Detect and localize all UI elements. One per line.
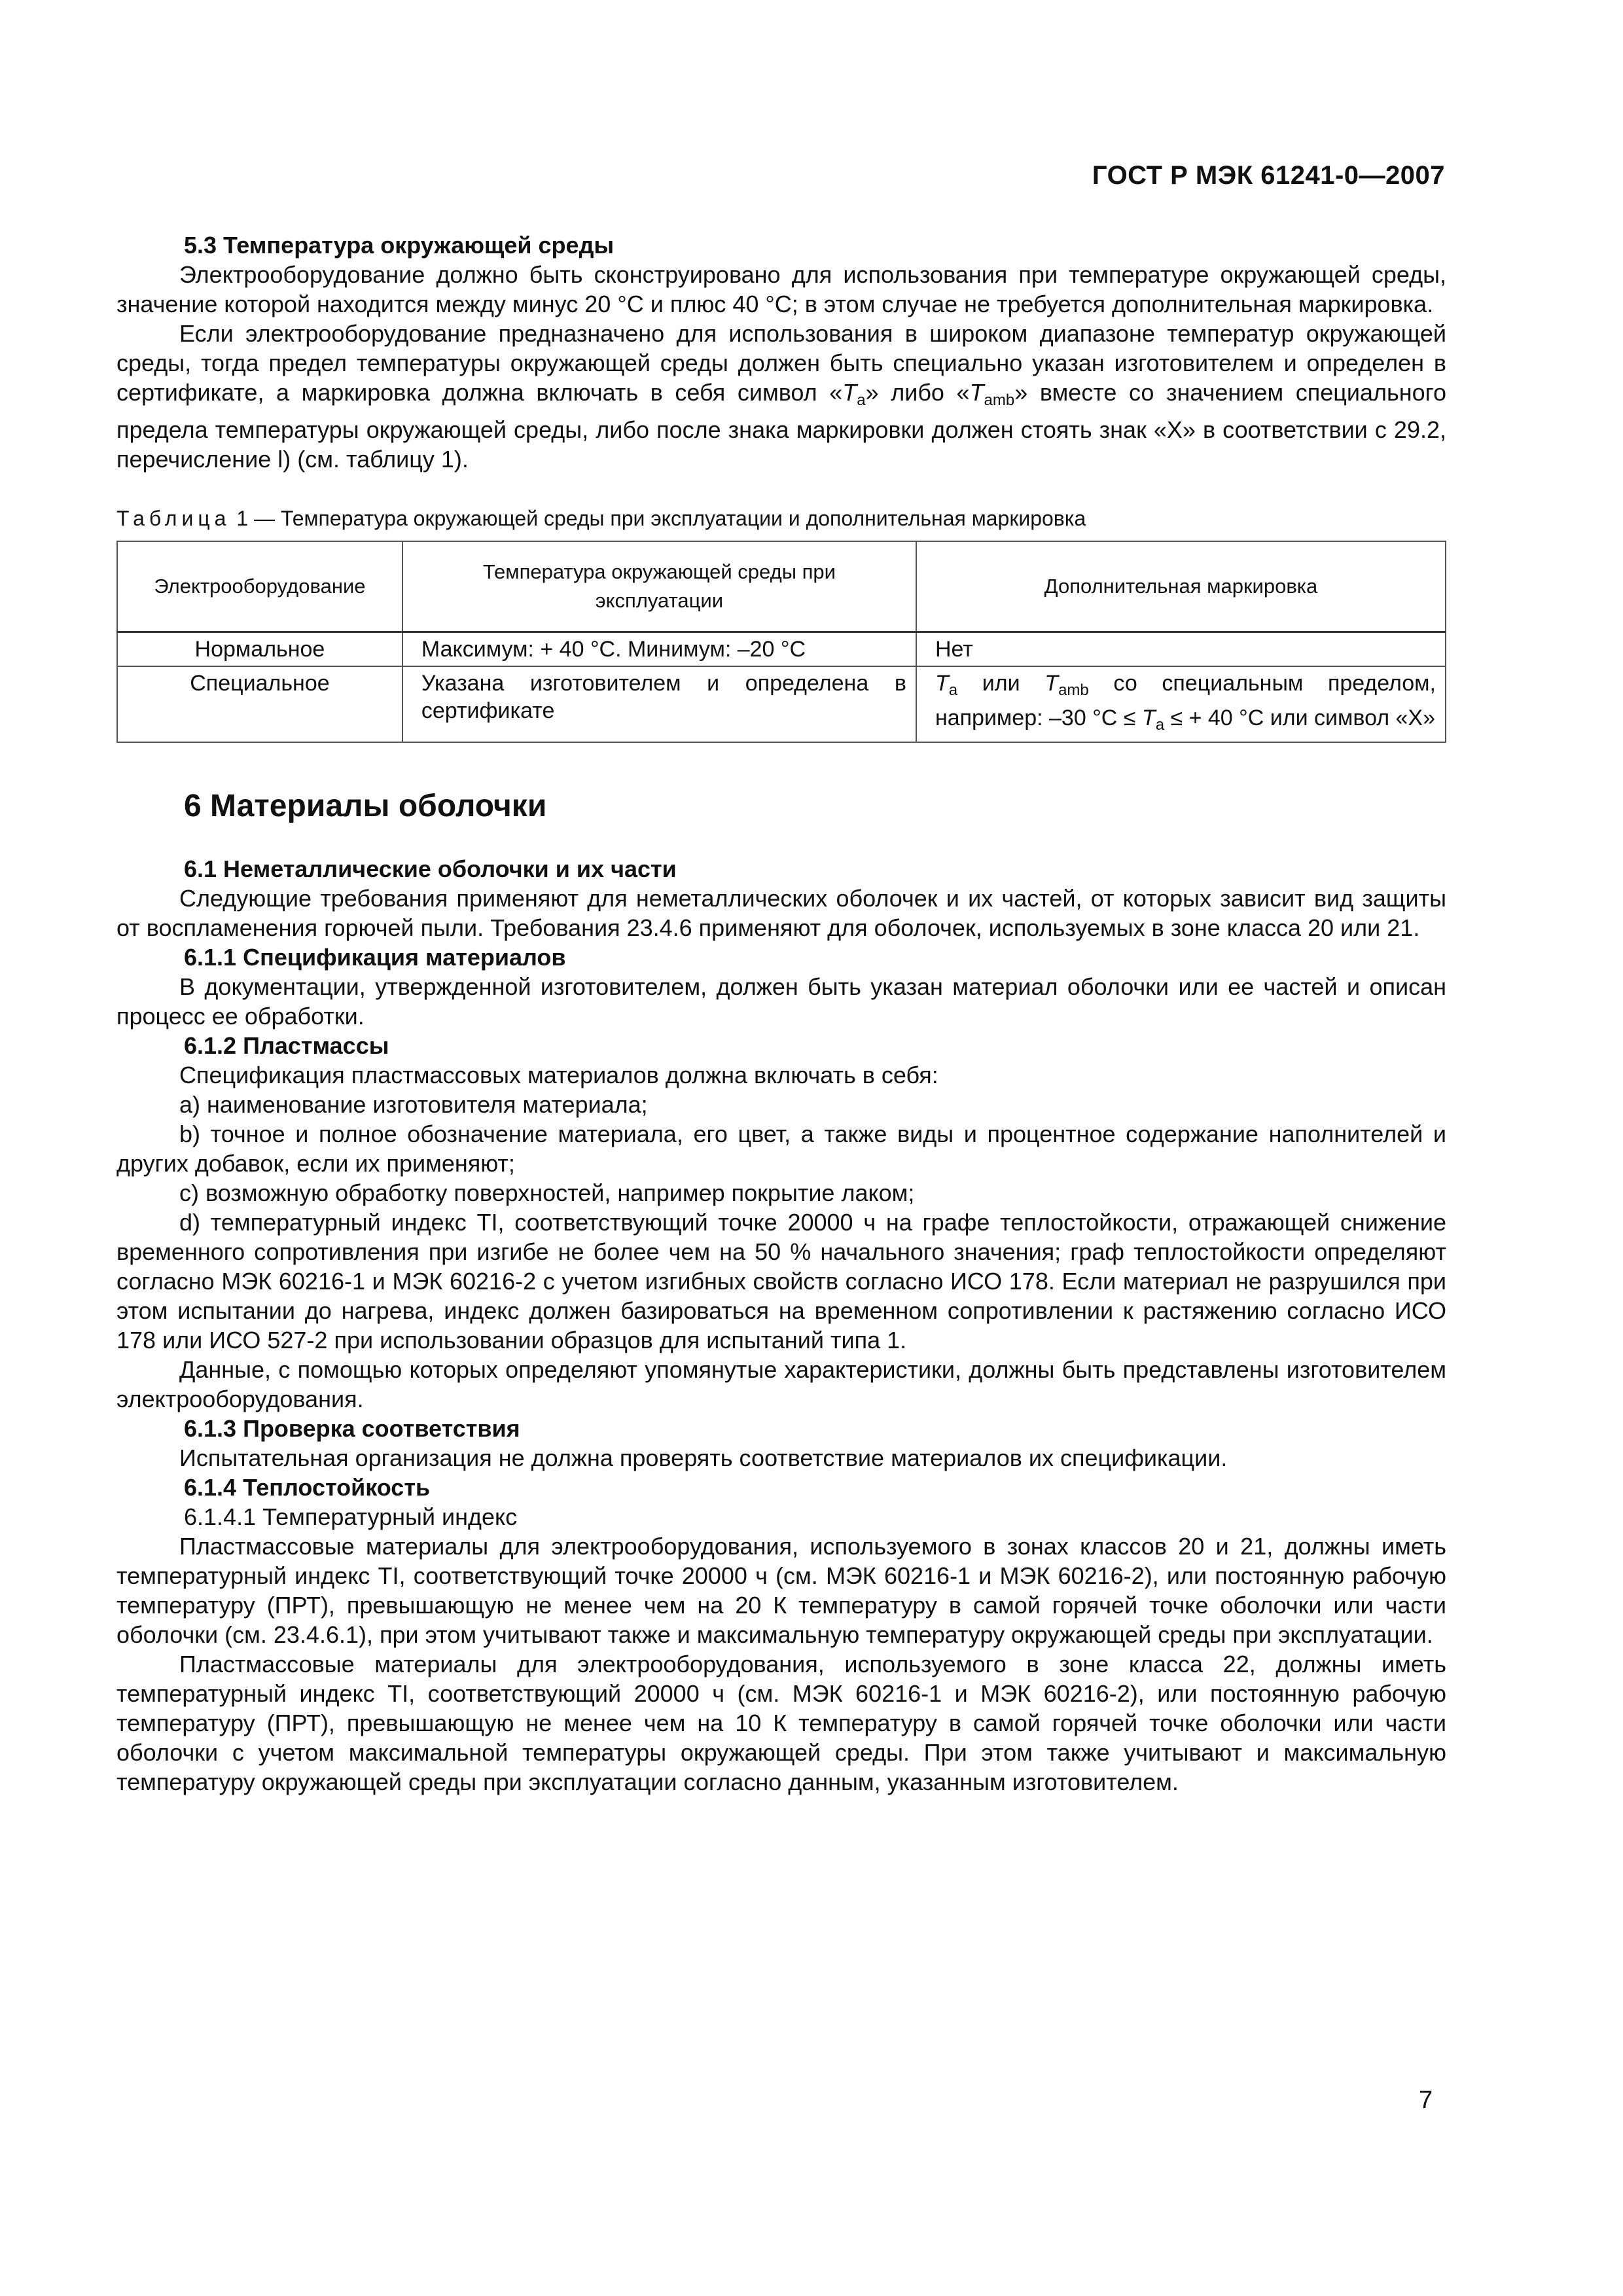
section-5-3-heading: 5.3 Температура окружающей среды [184,232,615,259]
section-6-1-4-1-heading: 6.1.4.1 Температурный индекс [184,1503,518,1530]
page-number: 7 [1419,2087,1433,2114]
table-row [117,632,1446,667]
table-cell: $T_a$ или $T_{amb}$ со специальным пределом, например: –30 $^\circ С \le T_a$ ≤ + 40 °С или символ «X» [916,666,1446,742]
table-header-row [117,541,1446,632]
paragraph: Испытательная организация не должна проверять соответствие материалов их спецификации. [179,1444,1228,1471]
paragraph: Спецификация пластмассовых материалов должна включать в себя: [179,1062,938,1088]
document-code: ГОСТ Р МЭК 61241-0—2007 [1092,161,1445,190]
table-cell: Специальное [117,666,402,742]
table-caption: Таблица 1 — Температура окружающей среды при эксплуатации и дополнительная маркировка [116,507,1086,530]
section-6-1-heading: 6.1 Неметаллические оболочки и их части [184,855,677,882]
table-cell: Нормальное [117,632,402,667]
paragraph: Пластмассовые материалы для электрооборудования, используемого в зонах классов 20 и 21, должны иметь температурный индекс TI, соответствующий точке 20000 ч (см. МЭК 60216-1 и МЭК 60216-2), или постоянную рабочую температуру (ПРТ), превышающую не менее чем на 20 К температуру в самой горячей точке оболочки или части оболочки (см. 23.4.6.1), при этом учитывают также и максимальную температуру окружающей среды при эксплуатации. [116,1533,1446,1648]
paragraph: Данные, с помощью которых определяют упомянутые характеристики, должны быть представлены изготовителем электрооборудования. [116,1356,1446,1412]
column-header: Электрооборудование [117,541,402,632]
section-6-1-4-heading: 6.1.4 Теплостойкость [184,1474,431,1501]
list-item: b) точное и полное обозначение материала, его цвет, а также виды и процентное содержание наполнителей и других добавок, если их применяют; [116,1121,1446,1177]
paragraph: В документации, утвержденной изготовителем, должен быть указан материал оболочки или ее частей и описан процесс ее обработки. [116,973,1446,1030]
section-6-1-3-heading: 6.1.3 Проверка соответствия [184,1415,520,1442]
paragraph: Электрооборудование должно быть сконструировано для использования при температуре окружающей среды, значение которой находится между минус 20 °С и плюс 40 °С; в этом случае не требуется дополнительная маркировка. [116,261,1446,317]
column-header: Дополнительная маркировка [916,541,1446,632]
paragraph: Следующие требования применяют для неметаллических оболочек и их частей, от которых зависит вид защиты от воспламенения горючей пыли. Требования 23.4.6 применяют для оболочек, используемых в зоне класса 20 или 21. [116,885,1446,941]
list-item: с) возможную обработку поверхностей, например покрытие лаком; [179,1179,915,1206]
section-6-heading: 6 Материалы оболочки [184,789,547,823]
column-header: Температура окружающей среды при эксплуатации [402,541,916,632]
section-6-1-1-heading: 6.1.1 Спецификация материалов [184,944,566,971]
table-cell: Максимум: + 40 °С. Минимум: –20 °С [402,632,916,667]
table-cell: Нет [916,632,1446,667]
paragraph: Пластмассовые материалы для электрооборудования, используемого в зоне класса 22, должны иметь температурный индекс TI, соответствующий 20000 ч (см. МЭК 60216-1 и МЭК 60216-2), или постоянную рабочую температуру (ПРТ), превышающую не менее чем на 10 К температуру в самой горячей точке оболочки или части оболочки с учетом максимальной температуры окружающей среды. При этом также учитывают и максимальную температуру окружающей среды при эксплуатации согласно данным, указанным изготовителем. [116,1651,1446,1795]
page-content [116,230,1446,1797]
table-cell: Указана изготовителем и определена в сертификате [402,666,916,742]
table-row [117,666,1446,742]
paragraph: Если электрооборудование предназначено для использования в широком диапазоне температур окружающей среды, тогда предел температуры окружающей среды должен быть специально указан изготовителем и определен в сертификате, а маркировка должна включать в себя символ «$T_a$» либо «$T_{amb}$» вместе со значением специального предела температуры окружающей среды, либо после знака маркировки должен стоять знак «X» в соответствии с 29.2, перечисление l) (см. таблицу 1). [116,320,1446,473]
list-item: d) температурный индекс TI, соответствующий точке 20000 ч на графе теплостойкости, отражающей снижение временного сопротивления при изгибе не более чем на 50 % начального значения; граф теплостойкости определяют согласно МЭК 60216-1 и МЭК 60216-2 с учетом изгибных свойств согласно ИСО 178. Если материал не разрушился при этом испытании до нагрева, индекс должен базироваться на временном сопротивлении к растяжению согласно ИСО 178 или ИСО 527-2 при использовании образцов для испытаний типа 1. [116,1209,1446,1354]
ambient-temperature-table [116,541,1446,743]
list-item: а) наименование изготовителя материала; [179,1091,648,1118]
section-6-1-2-heading: 6.1.2 Пластмассы [184,1032,389,1059]
